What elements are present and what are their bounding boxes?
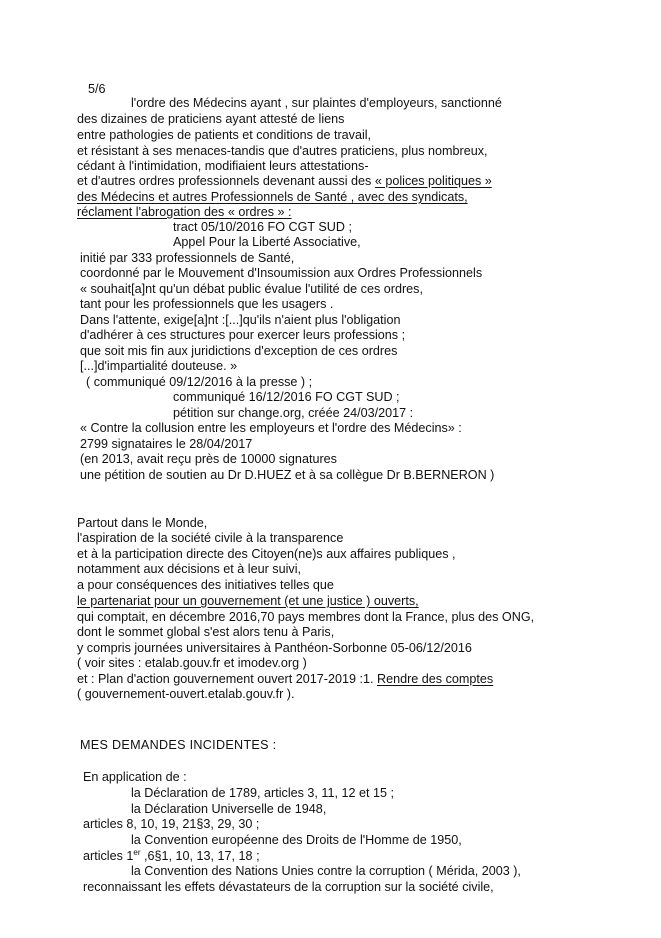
text-line: la Déclaration Universelle de 1948, bbox=[131, 802, 327, 816]
text-line: « souhait[a]nt qu'un débat public évalue l'utilité de ces ordres, bbox=[80, 282, 423, 296]
text-line: Dans l'attente, exige[a]nt :[...]qu'ils n'aient plus l'obligation bbox=[80, 313, 401, 327]
text-line: l'ordre des Médecins ayant , sur plaintes d'employeurs, sanctionné bbox=[131, 96, 502, 110]
text-line: En application de : bbox=[83, 770, 187, 784]
text-line: pétition sur change.org, créée 24/03/2017 : bbox=[173, 406, 414, 420]
text-segment: ,6§1, 10, 13, 17, 18 ; bbox=[140, 849, 260, 863]
text-segment: et d'autres ordres professionnels devenant aussi des bbox=[77, 174, 372, 188]
text-line: qui comptait, en décembre 2016,70 pays membres dont la France, plus des ONG, bbox=[77, 610, 535, 624]
text-line: la Déclaration de 1789, articles 3, 11, 12 et 15 ; bbox=[131, 786, 394, 800]
text-line: y compris journées universitaires à Panthéon-Sorbonne 05-06/12/2016 bbox=[77, 641, 472, 655]
underlined-phrase: « polices politiques » bbox=[374, 174, 492, 188]
text-line: et à la participation directe des Citoyen(ne)s aux affaires publiques , bbox=[77, 547, 456, 561]
text-line: a pour conséquences des initiatives telles que bbox=[77, 578, 334, 592]
text-line: dont le sommet global s'est alors tenu à Paris, bbox=[77, 625, 335, 639]
text-line: Appel Pour la Liberté Associative, bbox=[173, 235, 361, 249]
section-heading: MES DEMANDES INCIDENTES : bbox=[80, 738, 277, 752]
text-segment: articles 1 bbox=[83, 849, 134, 863]
text-line: (en 2013, avait reçu près de 10000 signatures bbox=[80, 452, 337, 466]
text-line: reconnaissant les effets dévastateurs de la corruption sur la société civile, bbox=[83, 880, 494, 894]
text-line: « Contre la collusion entre les employeurs et l'ordre des Médecins» : bbox=[80, 421, 462, 435]
text-line: notamment aux décisions et à leur suivi, bbox=[77, 562, 302, 576]
text-line bbox=[83, 849, 260, 864]
text-line: [...]d'impartialité douteuse. » bbox=[80, 359, 238, 373]
text-line bbox=[77, 672, 493, 687]
underlined-line: réclament l'abrogation des « ordres » : bbox=[77, 205, 292, 219]
text-line: des dizaines de praticiens ayant attesté de liens bbox=[77, 112, 345, 126]
text-line: la Convention européenne des Droits de l'Homme de 1950, bbox=[131, 833, 462, 847]
underlined-phrase: Rendre des comptes bbox=[376, 672, 494, 686]
text-line: ( communiqué 09/12/2016 à la presse ) ; bbox=[86, 375, 313, 389]
text-line: tract 05/10/2016 FO CGT SUD ; bbox=[173, 220, 352, 234]
text-line: ( gouvernement-ouvert.etalab.gouv.fr ). bbox=[77, 687, 295, 701]
text-segment: et : Plan d'action gouvernement ouvert 2017-2019 :1. bbox=[77, 672, 374, 686]
text-line: cédant à l'intimidation, modifiaient leurs attestations- bbox=[77, 159, 369, 173]
text-line: articles 8, 10, 19, 21§3, 29, 30 ; bbox=[83, 817, 260, 831]
text-line: initié par 333 professionnels de Santé, bbox=[80, 251, 295, 265]
text-line: ( voir sites : etalab.gouv.fr et imodev.org ) bbox=[77, 656, 307, 670]
text-line: que soit mis fin aux juridictions d'exception de ces ordres bbox=[80, 344, 398, 358]
text-line: d'adhérer à ces structures pour exercer leurs professions ; bbox=[80, 328, 406, 342]
text-line: et résistant à ses menaces-tandis que d'autres praticiens, plus nombreux, bbox=[77, 144, 488, 158]
text-line: une pétition de soutien au Dr D.HUEZ et à sa collègue Dr B.BERNERON ) bbox=[80, 468, 495, 482]
text-line: coordonné par le Mouvement d'Insoumission aux Ordres Professionnels bbox=[80, 266, 483, 280]
page-number: 5/6 bbox=[88, 82, 106, 96]
text-line: tant pour les professionnels que les usagers . bbox=[80, 297, 334, 311]
text-line bbox=[77, 174, 492, 189]
text-line: entre pathologies de patients et conditions de travail, bbox=[77, 128, 372, 142]
superscript: er bbox=[133, 847, 141, 857]
underlined-line: le partenariat pour un gouvernement (et une justice ) ouverts, bbox=[77, 594, 419, 608]
text-line: l'aspiration de la société civile à la transparence bbox=[77, 531, 344, 545]
text-line: la Convention des Nations Unies contre la corruption ( Mérida, 2003 ), bbox=[131, 864, 521, 878]
text-line: Partout dans le Monde, bbox=[77, 516, 208, 530]
text-line: 2799 signataires le 28/04/2017 bbox=[80, 437, 253, 451]
underlined-line: des Médecins et autres Professionnels de Santé , avec des syndicats, bbox=[77, 190, 468, 204]
text-line: communiqué 16/12/2016 FO CGT SUD ; bbox=[173, 390, 400, 404]
